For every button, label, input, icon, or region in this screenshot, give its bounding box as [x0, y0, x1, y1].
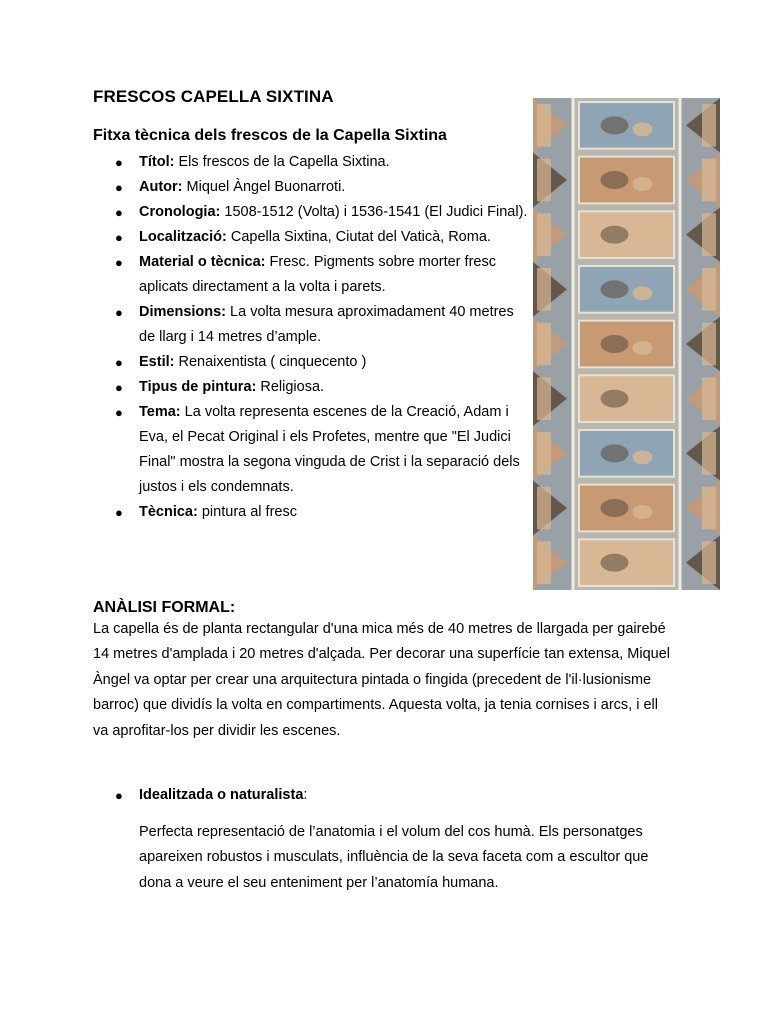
right-prophet-figure: [702, 377, 716, 420]
fact-label: Autor:: [139, 179, 183, 195]
fact-text: Fresc. Pigments sobre morter fresc aplicats directament a la volta i parets.: [139, 254, 496, 295]
fact-label: Localització:: [139, 229, 227, 245]
fact-item-title: [93, 150, 533, 175]
scene-figure: [633, 396, 653, 410]
analysis-point-idealized: [93, 783, 307, 808]
bullet-icon: ●: [115, 355, 123, 370]
bullet-icon: ●: [115, 505, 123, 520]
right-prophet-figure: [702, 432, 716, 475]
bullet-icon: ●: [115, 788, 123, 803]
scene-figure-group: [601, 226, 629, 244]
fact-item-painting-type: [93, 375, 533, 400]
fact-label: Títol:: [139, 154, 175, 170]
scene-figure-group: [601, 171, 629, 189]
anatomy-paragraph: Perfecta representació de l’anatomia i el volum del cos humà. Els personatges apareixen robustos i musculats, influència de la seva faceta com a escultor que dona a veure el seu enteniment per l’anatomía humana.: [139, 824, 649, 891]
sistine-ceiling-image: [533, 98, 720, 590]
right-prophet-figure: [702, 213, 716, 256]
left-prophet-figure: [537, 487, 551, 530]
technical-sheet-heading: Fitxa tècnica dels frescos de la Capella Sixtina: [93, 127, 447, 144]
fact-label: Dimensions:: [139, 304, 227, 320]
right-prophet-figure: [702, 104, 716, 147]
left-prophet-figure: [537, 268, 551, 311]
fact-text: 1508-1512 (Volta) i 1536-1541 (El Judici Final).: [220, 204, 528, 220]
bullet-icon: ●: [115, 305, 123, 320]
analysis-points-list: [93, 783, 307, 808]
analysis-point-label: Idealitzada o naturalista: [139, 787, 304, 803]
scene-figure: [633, 286, 653, 300]
fact-item-location: [93, 225, 533, 250]
fact-label: Cronologia:: [139, 204, 221, 220]
scene-figure-group: [601, 499, 629, 517]
scene-figure: [633, 177, 653, 191]
fact-text: Miquel Àngel Buonarroti.: [182, 179, 346, 195]
bullet-icon: ●: [115, 205, 123, 220]
scene-figure: [633, 450, 653, 464]
scene-figure-group: [601, 554, 629, 572]
fact-text: Capella Sixtina, Ciutat del Vaticà, Roma.: [226, 229, 491, 245]
scene-figure: [633, 232, 653, 246]
fact-text: Religiosa.: [256, 379, 325, 395]
bullet-icon: ●: [115, 180, 123, 195]
right-prophet-figure: [702, 323, 716, 366]
left-prophet-figure: [537, 323, 551, 366]
fact-text: pintura al fresc: [197, 504, 297, 520]
scene-figure-group: [601, 335, 629, 353]
fact-label: Tipus de pintura:: [139, 379, 257, 395]
fact-item-style: [93, 350, 533, 375]
fact-text: La volta mesura aproximadament 40 metres de llarg i 14 metres d’ample.: [139, 304, 514, 345]
fact-text: La volta representa escenes de la Creació, Adam i Eva, el Pecat Original i els Profetes, mentre que "El Judici Final" mostra la segona vinguda de Crist i la separació dels justos i els condemnats.: [139, 404, 520, 495]
left-prophet-figure: [537, 213, 551, 256]
fact-label: Tècnica:: [139, 504, 198, 520]
fact-item-theme: [93, 400, 533, 500]
scene-figure: [633, 505, 653, 519]
scene-figure: [633, 341, 653, 355]
scene-figure: [633, 560, 653, 574]
fact-label: Estil:: [139, 354, 175, 370]
left-prophet-figure: [537, 432, 551, 475]
fact-label: Tema:: [139, 404, 181, 420]
fact-item-chronology: [93, 200, 533, 225]
scene-figure-group: [601, 280, 629, 298]
formal-analysis-paragraph: La capella és de planta rectangular d'una mica més de 40 metres de llargada per gairebé 14 metres d'amplada i 20 metres d'alçada. Per decorar una superfície tan extensa, Miquel Àngel va optar per crear una arquitectura pintada o fingida (precedent de l'il·lusionisme barroc) que dividís la volta en compartiments. Aquesta volta, ja tenia cornises i arcs, i ell va aprofitar-los per dividir les escenes.: [93, 621, 670, 739]
scene-figure-group: [601, 390, 629, 408]
left-prophet-figure: [537, 159, 551, 202]
scene-figure-group: [601, 116, 629, 134]
left-prophet-figure: [537, 377, 551, 420]
analysis-point-colon: :: [303, 787, 308, 803]
right-prophet-figure: [702, 487, 716, 530]
technical-facts-list: [93, 150, 533, 525]
left-prophet-figure: [537, 104, 551, 147]
right-prophet-figure: [702, 268, 716, 311]
formal-analysis-heading: ANÀLISI FORMAL:: [93, 599, 236, 616]
fact-item-technique: [93, 500, 533, 525]
scene-figure: [633, 122, 653, 136]
fact-item-technique-material: [93, 250, 533, 300]
fact-item-dimensions: [93, 300, 533, 350]
bullet-icon: ●: [115, 380, 123, 395]
bullet-icon: ●: [115, 405, 123, 420]
bullet-icon: ●: [115, 255, 123, 270]
left-prophet-figure: [537, 541, 551, 584]
fact-text: Renaixentista ( cinquecento ): [174, 354, 367, 370]
scene-figure-group: [601, 444, 629, 462]
bullet-icon: ●: [115, 230, 123, 245]
bullet-icon: ●: [115, 155, 123, 170]
right-prophet-figure: [702, 541, 716, 584]
fact-item-author: [93, 175, 533, 200]
right-prophet-figure: [702, 159, 716, 202]
sistine-ceiling-illustration: [533, 98, 720, 590]
document-title: FRESCOS CAPELLA SIXTINA: [93, 87, 334, 106]
fact-label: Material o tècnica:: [139, 254, 266, 270]
fact-text: Els frescos de la Capella Sixtina.: [174, 154, 390, 170]
